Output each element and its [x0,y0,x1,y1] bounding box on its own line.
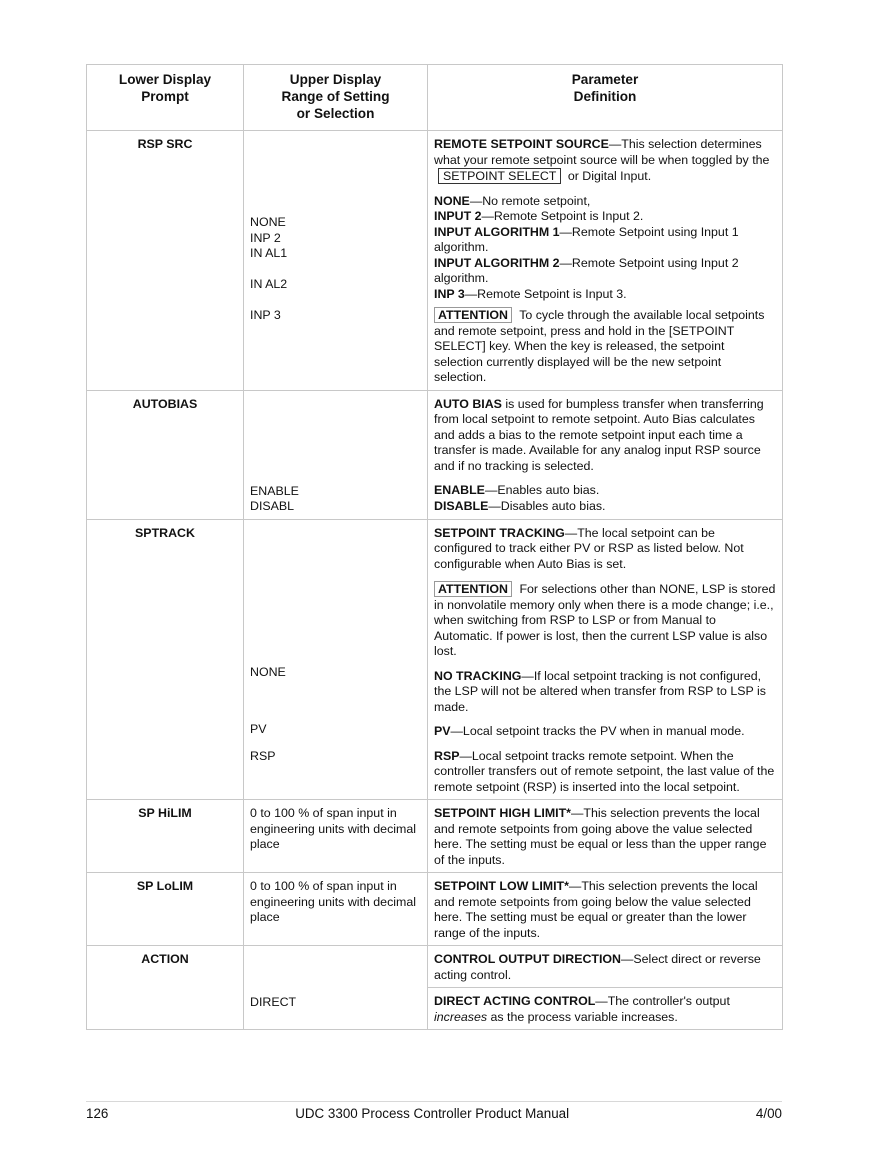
header-parameter-definition [428,65,783,131]
definition-line [434,483,776,499]
option-direct: DIRECT [250,995,297,1009]
header-text: Parameter [571,72,639,87]
definition-line [434,256,776,287]
definition-term: RSP [434,748,460,763]
definition-intro [434,526,776,573]
option-in-al2: IN AL2 [250,277,288,291]
definition-term: DIRECT ACTING CONTROL [434,994,596,1008]
definition-cell [428,873,783,946]
attention-text: To cycle through the available local setpoints and remote setpoint, press and hold in the [SETPOINT SELECT] key. When the key is released, the setpoint selection currently displayed will be the new setpoint selection. [434,308,765,384]
publication-date: 4/00 [755,1106,782,1121]
header-row [87,65,783,131]
option-enable: ENABLE [250,483,299,498]
option-in-al1: IN AL1 [250,246,288,260]
attention-text: For selections other than NONE, LSP is stored in nonvolatile memory only when there is a mode change; i.e., when switching from RSP to LSP or from Manual to Automatic. If power is lost, then the current LSP value is also lost. [434,582,776,658]
prompt-cell: AUTOBIAS [87,390,244,519]
definition-intro [434,397,776,475]
definition-line [434,209,776,225]
prompt-cell: SPTRACK [87,519,244,800]
definition-term: NO TRACKING [434,668,522,683]
header-text: Range of Setting [281,89,390,104]
definition-line [434,194,776,210]
definition-term: INP 3 [434,286,465,301]
manual-title: UDC 3300 Process Controller Product Manual [295,1106,570,1121]
header-text: or Selection [296,106,375,121]
definition-cell [428,519,783,800]
definition-term: PV [434,724,451,738]
table-row-action [87,946,783,988]
prompt-cell: SP LoLIM [87,873,244,946]
prompt-cell: RSP SRC [87,131,244,391]
definition-term: REMOTE SETPOINT SOURCE [434,137,609,151]
definition-text: —The local setpoint can be configured to track either PV or RSP as listed below. Not configurable when Auto Bias is set. [434,525,744,571]
table-row-sp-hilim [87,800,783,873]
definition-line [434,225,776,256]
range-cell [244,390,428,519]
definition-text: is used for bumpless transfer when transferring from local setpoint to remote setpoint. Auto Bias calculates and adds a bias to the remote setpoint input each time a transfer is made. Available for any analog input RSP source and if no tracking is selected. [434,396,764,473]
table-row-autobias [87,390,783,519]
header-text: Prompt [141,89,189,104]
definition-text: —Remote Setpoint using Input 2 algorithm. [434,255,739,285]
definition-term: INPUT ALGORITHM 2 [434,255,560,270]
header-text: Lower Display [118,72,212,87]
option-pv: PV [250,722,267,736]
definition-term: SETPOINT HIGH LIMIT* [434,806,571,820]
definition-text: or Digital Input. [567,169,652,183]
definition-text: —No remote setpoint, [469,193,591,208]
definition-cell [428,988,783,1030]
setpoint-select-key-label: SETPOINT SELECT [438,168,561,184]
prompt-cell: ACTION [87,946,244,1030]
header-text: Definition [573,89,637,104]
option-none: NONE [250,664,286,679]
definition-cell [428,800,783,873]
option-none: NONE [250,215,286,229]
definition-term: NONE [434,193,470,208]
range-cell [244,519,428,800]
page-number: 126 [86,1106,109,1121]
table-row-sptrack [87,519,783,800]
definition-text: —This selection prevents the local and remote setpoints from going above the value selected here. The setting must be equal or less than the upper range of the inputs. [434,806,767,867]
definition-term: INPUT 2 [434,209,482,223]
header-lower-display-prompt [87,65,244,131]
definition-term: INPUT ALGORITHM 1 [434,224,560,239]
page-footer [86,1101,782,1121]
range-cell [244,131,428,391]
definition-term: AUTO BIAS [434,396,502,411]
definition-term: CONTROL OUTPUT DIRECTION [434,952,622,966]
definition-line [434,499,776,515]
option-inp2: INP 2 [250,230,281,245]
definition-line [434,724,776,740]
definition-cell [428,946,783,988]
definition-text: —This selection determines what your remote setpoint source will be when toggled by the [434,137,770,167]
definition-line [434,287,776,303]
table-row-rsp-src [87,131,783,391]
definition-cell [428,390,783,519]
definition-text: as the process variable increases. [487,1009,678,1024]
definition-text: —Disables auto bias. [488,498,606,513]
attention-note [434,307,776,386]
attention-note [434,581,776,660]
definition-text: —The controller's output [595,994,730,1008]
table-row-sp-lolim [87,873,783,946]
definition-text: —If local setpoint tracking is not configured, the LSP will not be altered when transfer from RSP to LSP is made. [434,668,766,714]
definition-text: —This selection prevents the local and remote setpoints from going below the value selected here. The setting must be equal or greater than the lower range of the inputs. [434,879,758,940]
definition-text: —Select direct or reverse acting control. [434,952,761,982]
range-cell [244,946,428,1030]
header-text: Upper Display [289,72,382,87]
attention-label: ATTENTION [434,581,512,597]
definition-intro [434,137,776,185]
definition-emphasis: increases [434,1009,488,1024]
definition-text: —Remote Setpoint is Input 2. [481,209,644,223]
definition-line [434,669,776,716]
option-disabl: DISABL [250,499,295,513]
definition-cell [428,131,783,391]
definition-line [434,749,776,796]
definition-text: —Local setpoint tracks the PV when in manual mode. [450,724,745,738]
range-cell: 0 to 100 % of span input in engineering units with decimal place [244,800,428,873]
prompt-cell: SP HiLIM [87,800,244,873]
definition-term: SETPOINT LOW LIMIT* [434,879,569,893]
option-rsp: RSP [250,748,276,763]
definition-text: —Local setpoint tracks remote setpoint. When the controller transfers out of remote setpoint, the last value of the remote setpoint (RSP) is inserted into the local setpoint. [434,748,775,794]
definition-term: SETPOINT TRACKING [434,525,565,540]
definition-text: —Remote Setpoint using Input 1 algorithm. [434,224,739,254]
range-cell: 0 to 100 % of span input in engineering units with decimal place [244,873,428,946]
definition-term: ENABLE [434,483,485,497]
parameter-table [86,64,783,1030]
definition-text: —Enables auto bias. [484,483,600,497]
header-upper-display-range [244,65,428,131]
definition-term: DISABLE [434,498,489,513]
attention-label: ATTENTION [434,307,512,323]
definition-text: —Remote Setpoint is Input 3. [464,286,627,301]
option-inp3: INP 3 [250,308,281,322]
